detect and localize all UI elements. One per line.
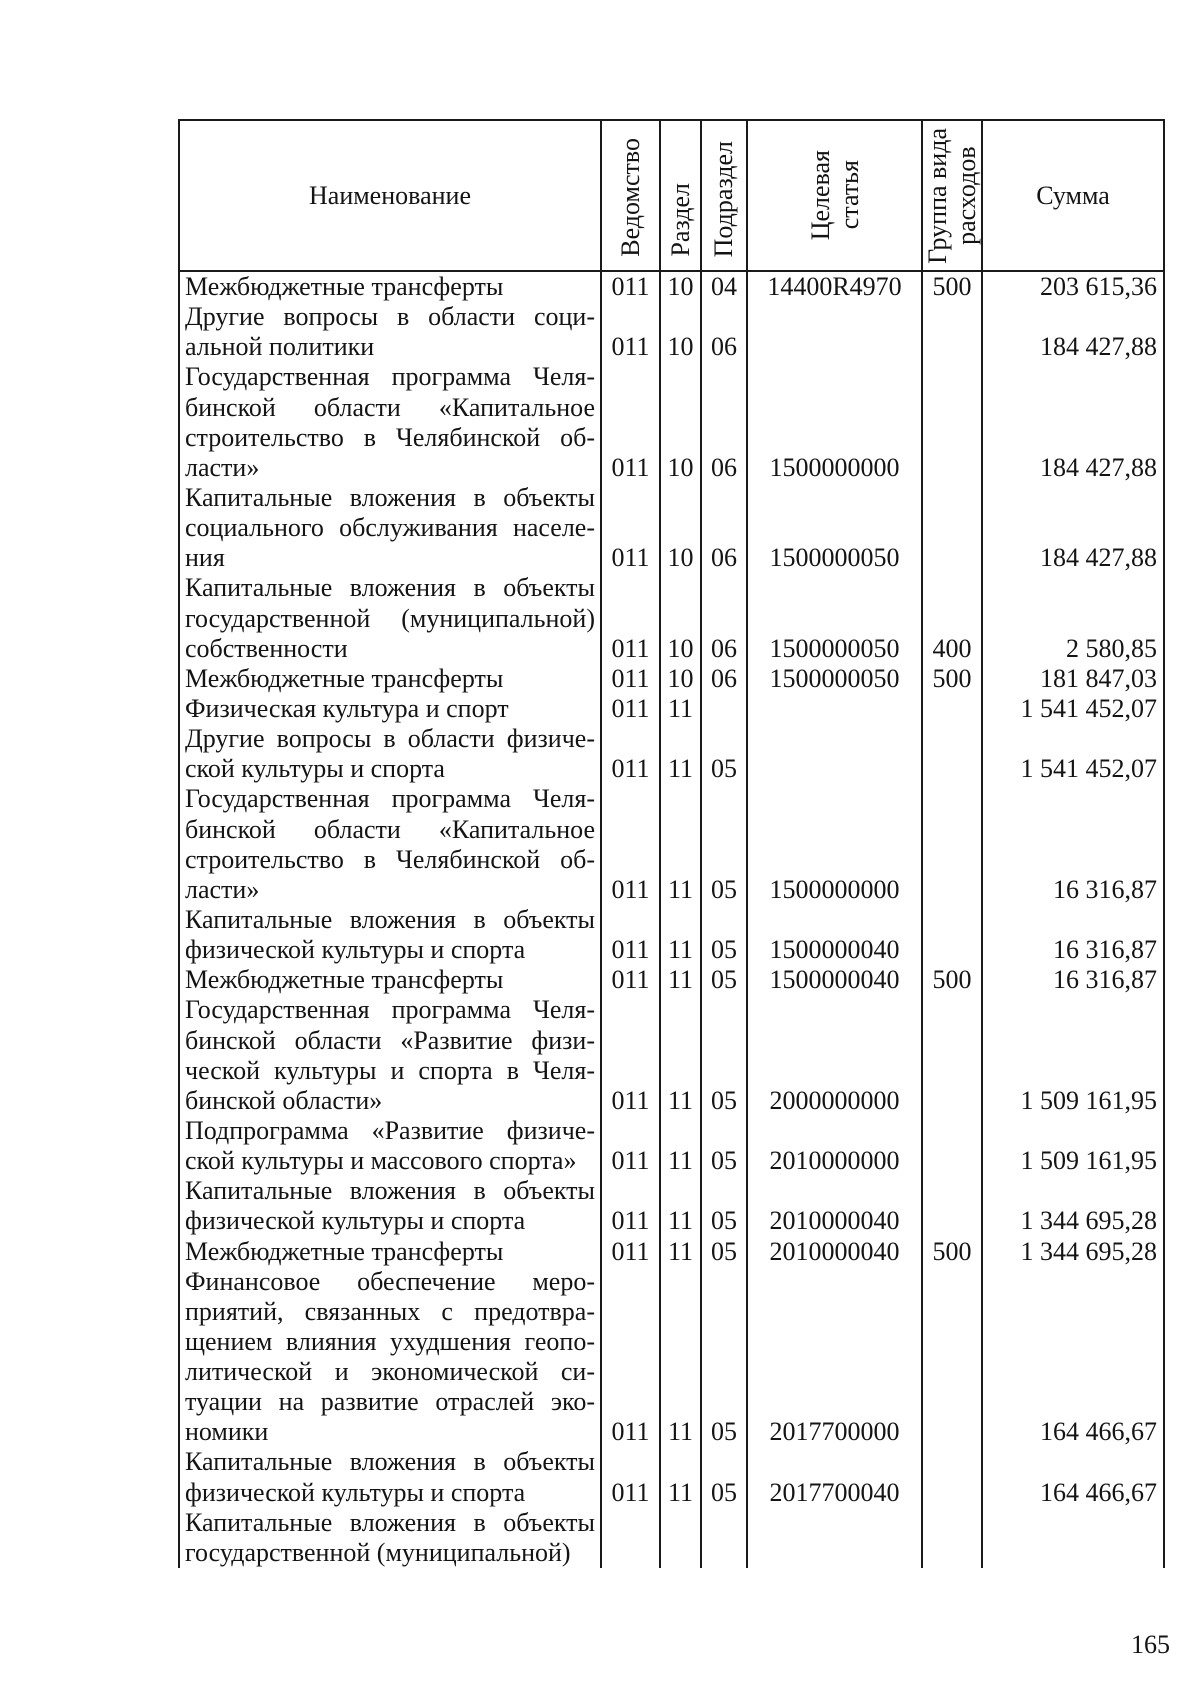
table-body [178,272,1165,1568]
cell-expense-group-value: 500 [932,965,972,995]
name-line: номики [185,1417,269,1447]
table-row [178,362,1165,483]
table-row [178,995,1165,1116]
cell-expense-group [921,362,981,483]
cell-subsection [700,965,746,995]
cell-name [178,362,600,483]
cell-section-value: 11 [667,693,694,723]
cell-department [600,573,659,663]
cell-section [659,302,700,362]
cell-amount [981,573,1165,663]
name-line: государственной (муниципальной) [185,1537,571,1567]
cell-expense-group [921,1237,981,1267]
cell-amount-value: 184 427,88 [1040,543,1157,573]
cell-target-item [746,272,921,302]
cell-target-item-value: 2010000040 [769,1206,900,1236]
cell-target-item-value: 1500000050 [769,633,900,663]
name-line: Межбюджетные трансферты [185,1236,504,1266]
cell-expense-group-value: 400 [932,633,972,663]
cell-name [178,694,600,724]
cell-department-value: 011 [611,874,650,904]
header-section-label: Раздел [665,183,695,257]
cell-amount [981,1237,1165,1267]
cell-target-item-value: 1500000050 [769,663,900,693]
cell-subsection [700,784,746,905]
cell-amount-value: 164 466,67 [1040,1417,1157,1447]
cell-amount-value: 1 344 695,28 [1020,1236,1157,1266]
name-line: бинской области «Капитальное [185,814,595,844]
cell-target-item [746,905,921,965]
cell-department-value: 011 [611,452,650,482]
cell-department-value: 011 [611,1477,650,1507]
name-line: Межбюджетные трансферты [185,272,504,301]
cell-section-value: 10 [667,633,694,663]
cell-subsection [700,1508,746,1568]
cell-subsection [700,272,746,302]
cell-subsection-value: 05 [711,1417,737,1447]
cell-target-item [746,1176,921,1236]
cell-expense-group [921,784,981,905]
table-row [178,1267,1165,1448]
cell-subsection [700,302,746,362]
cell-subsection-value: 05 [711,1146,737,1176]
cell-target-item [746,724,921,784]
page-number: 165 [1131,1630,1170,1659]
cell-section-value: 10 [667,272,694,301]
cell-expense-group [921,664,981,694]
cell-section [659,965,700,995]
name-line: Другие вопросы в области соци- [185,302,595,332]
cell-amount [981,995,1165,1116]
cell-department-value: 011 [611,693,650,723]
header-cell-amount [981,121,1165,270]
cell-department [600,784,659,905]
cell-subsection-value: 06 [711,663,737,693]
cell-subsection-value: 04 [711,272,737,301]
cell-section [659,664,700,694]
name-line: ласти» [185,874,260,904]
cell-department [600,965,659,995]
cell-section [659,1267,700,1448]
cell-subsection [700,1237,746,1267]
cell-target-item-value: 1500000040 [769,965,900,995]
cell-department-value: 011 [611,332,650,362]
cell-subsection-value: 05 [711,1477,737,1507]
cell-department [600,694,659,724]
cell-department [600,1176,659,1236]
cell-department-value: 011 [611,1236,650,1266]
cell-section-value: 10 [667,452,694,482]
name-line: альной политики [185,332,375,362]
name-line: Межбюджетные трансферты [185,965,504,995]
cell-amount-value: 1 509 161,95 [1020,1146,1157,1176]
cell-amount [981,302,1165,362]
cell-section-value: 10 [667,543,694,573]
cell-target-item [746,694,921,724]
name-line: ской культуры и спорта [185,754,445,784]
name-line: ческой культуры и спорта в Челя- [185,1055,595,1085]
cell-amount [981,1508,1165,1568]
cell-subsection [700,1447,746,1507]
table-row [178,1116,1165,1176]
cell-target-item-value: 14400R4970 [767,272,902,301]
header-target-item-line: Целевая [805,150,835,241]
cell-amount [981,694,1165,724]
cell-target-item-value: 2017700000 [769,1417,900,1447]
cell-name [178,483,600,573]
cell-section [659,1447,700,1507]
name-line: Капитальные вложения в объекты [185,1447,595,1477]
name-line: собственности [185,633,348,663]
header-cell-section [659,121,700,270]
name-line: ния [185,543,225,573]
cell-expense-group [921,724,981,784]
cell-name [178,995,600,1116]
cell-amount [981,664,1165,694]
cell-section [659,784,700,905]
name-line: Капитальные вложения в объекты [185,1176,595,1206]
cell-subsection-value: 05 [711,965,737,995]
cell-target-item [746,995,921,1116]
table-row [178,483,1165,573]
cell-subsection-value: 05 [711,1206,737,1236]
cell-name [178,784,600,905]
cell-name [178,1508,600,1568]
cell-amount-value: 1 541 452,07 [1020,754,1157,784]
cell-target-item-value: 2000000000 [769,1085,900,1115]
cell-name [178,1176,600,1236]
cell-department [600,1116,659,1176]
table-row [178,1508,1165,1568]
name-line: строительство в Челябинской об- [185,422,595,452]
name-line: Финансовое обеспечение меро- [185,1266,595,1296]
cell-department [600,302,659,362]
cell-subsection [700,362,746,483]
name-line: физической культуры и спорта [185,1477,526,1507]
cell-amount-value: 184 427,88 [1040,332,1157,362]
cell-subsection-value: 06 [711,633,737,663]
cell-amount-value: 181 847,03 [1040,663,1157,693]
cell-target-item [746,1267,921,1448]
name-line: туации на развитие отраслей эко- [185,1387,595,1417]
cell-subsection-value: 05 [711,754,737,784]
cell-amount [981,272,1165,302]
cell-name [178,573,600,663]
name-line: ской культуры и массового спорта» [185,1146,577,1176]
name-line: бинской области» [185,1085,383,1115]
cell-amount-value: 1 541 452,07 [1020,693,1157,723]
cell-department-value: 011 [611,1085,650,1115]
name-line: Государственная программа Челя- [185,784,595,814]
cell-amount [981,483,1165,573]
cell-department-value: 011 [611,663,650,693]
cell-subsection [700,1267,746,1448]
cell-target-item-value: 2017700040 [769,1477,900,1507]
table-row [178,905,1165,965]
cell-section-value: 11 [667,1236,694,1266]
cell-department [600,995,659,1116]
cell-amount [981,362,1165,483]
name-line: Государственная программа Челя- [185,362,595,392]
cell-name [178,724,600,784]
cell-subsection-value: 05 [711,935,737,965]
cell-expense-group [921,905,981,965]
table-row [178,784,1165,905]
cell-amount-value: 16 316,87 [1053,965,1157,995]
cell-amount [981,724,1165,784]
cell-expense-group [921,1447,981,1507]
cell-department [600,1267,659,1448]
table-row [178,694,1165,724]
cell-target-item-value: 1500000040 [769,935,900,965]
name-line: Капитальные вложения в объекты [185,1507,595,1537]
header-target-item-label [806,150,864,240]
cell-target-item-value: 2010000000 [769,1146,900,1176]
cell-department-value: 011 [611,1206,650,1236]
cell-amount [981,1447,1165,1507]
cell-section-value: 11 [667,935,694,965]
cell-section-value: 11 [667,1477,694,1507]
cell-department [600,1237,659,1267]
cell-amount [981,1116,1165,1176]
table-row [178,1237,1165,1267]
cell-department-value: 011 [611,272,650,301]
cell-section [659,1176,700,1236]
cell-section-value: 10 [667,663,694,693]
cell-target-item-value: 1500000000 [769,874,900,904]
header-cell-department [600,121,659,270]
cell-amount-value: 203 615,36 [1040,272,1157,301]
cell-target-item [746,302,921,362]
name-line: Капитальные вложения в объекты [185,904,595,934]
cell-department-value: 011 [611,1146,650,1176]
cell-subsection [700,1116,746,1176]
cell-section [659,573,700,663]
cell-expense-group [921,694,981,724]
name-line: бинской области «Капитальное [185,392,595,422]
cell-subsection [700,573,746,663]
cell-department-value: 011 [611,633,650,663]
table-row [178,272,1165,302]
cell-section [659,694,700,724]
table-row [178,664,1165,694]
name-line: физической культуры и спорта [185,1206,526,1236]
cell-amount [981,784,1165,905]
cell-amount [981,1267,1165,1448]
cell-name [178,965,600,995]
cell-subsection [700,905,746,965]
header-cell-name [178,121,600,270]
cell-expense-group [921,302,981,362]
cell-subsection [700,664,746,694]
cell-department-value: 011 [611,1417,650,1447]
header-target-item-line: статья [834,160,864,231]
table-header [178,119,1165,272]
cell-expense-group-value: 500 [932,1236,972,1266]
table-row [178,724,1165,784]
cell-expense-group-value: 500 [932,663,972,693]
cell-target-item [746,483,921,573]
cell-section [659,724,700,784]
cell-department-value: 011 [611,543,650,573]
cell-department-value: 011 [611,754,650,784]
cell-section [659,1116,700,1176]
budget-table [178,119,1165,1568]
cell-expense-group [921,483,981,573]
header-department-label: Ведомство [615,138,645,257]
cell-subsection [700,1176,746,1236]
name-line: Физическая культура и спорт [185,693,509,723]
cell-amount-value: 1 509 161,95 [1020,1085,1157,1115]
cell-target-item [746,362,921,483]
cell-section-value: 11 [667,874,694,904]
header-expense-group-line: расходов [952,146,981,245]
cell-section [659,272,700,302]
cell-department [600,724,659,784]
cell-amount-value: 1 344 695,28 [1020,1206,1157,1236]
cell-amount [981,905,1165,965]
cell-amount-value: 2 580,85 [1066,633,1157,663]
name-line: Межбюджетные трансферты [185,663,504,693]
cell-expense-group [921,573,981,663]
cell-section [659,1508,700,1568]
cell-name [178,664,600,694]
cell-expense-group [921,1267,981,1448]
header-expense-group-label [923,128,981,264]
name-line: Капитальные вложения в объекты [185,482,595,512]
name-line: Подпрограмма «Развитие физиче- [185,1115,595,1145]
cell-section-value: 11 [667,1085,694,1115]
cell-subsection-value: 06 [711,543,737,573]
cell-department-value: 011 [611,935,650,965]
table-row [178,1447,1165,1507]
cell-expense-group [921,272,981,302]
cell-department [600,362,659,483]
header-cell-subsection [700,121,746,270]
cell-target-item-value: 2010000040 [769,1236,900,1266]
cell-target-item [746,573,921,663]
cell-section-value: 11 [667,965,694,995]
header-name-label: Наименование [309,180,471,210]
name-line: ласти» [185,452,260,482]
name-line: Другие вопросы в области физиче- [185,724,595,754]
cell-expense-group [921,1116,981,1176]
name-line: социального обслуживания населе- [185,513,595,543]
cell-department [600,483,659,573]
cell-subsection-value: 06 [711,452,737,482]
cell-name [178,302,600,362]
cell-amount [981,965,1165,995]
cell-amount-value: 16 316,87 [1053,874,1157,904]
name-line: физической культуры и спорта [185,935,526,965]
cell-department [600,1508,659,1568]
table-row [178,1176,1165,1236]
cell-name [178,1237,600,1267]
header-cell-expense-group [921,121,981,270]
cell-target-item [746,1508,921,1568]
cell-department [600,272,659,302]
cell-department-value: 011 [611,965,650,995]
cell-expense-group [921,995,981,1116]
cell-subsection-value: 05 [711,1085,737,1115]
name-line: государственной (муниципальной) [185,603,595,633]
cell-expense-group [921,965,981,995]
cell-section [659,1237,700,1267]
cell-target-item [746,784,921,905]
header-amount-label: Сумма [1036,180,1110,210]
cell-target-item [746,664,921,694]
cell-target-item [746,1447,921,1507]
cell-subsection [700,724,746,784]
cell-amount-value: 16 316,87 [1053,935,1157,965]
cell-department [600,1447,659,1507]
cell-name [178,1447,600,1507]
cell-section-value: 11 [667,1206,694,1236]
cell-name [178,1116,600,1176]
cell-section-value: 11 [667,1146,694,1176]
cell-subsection-value: 06 [711,332,737,362]
cell-target-item-value: 1500000050 [769,543,900,573]
name-line: литической и экономической си- [185,1357,595,1387]
name-line: Государственная программа Челя- [185,995,595,1025]
cell-name [178,905,600,965]
cell-department [600,905,659,965]
cell-amount-value: 184 427,88 [1040,452,1157,482]
cell-expense-group-value: 500 [932,272,972,301]
name-line: строительство в Челябинской об- [185,844,595,874]
cell-section [659,905,700,965]
cell-target-item [746,965,921,995]
cell-subsection [700,995,746,1116]
cell-amount-value: 164 466,67 [1040,1477,1157,1507]
cell-section-value: 11 [667,754,694,784]
table-row [178,302,1165,362]
header-expense-group-line: Группа вида [923,127,952,264]
cell-target-item [746,1237,921,1267]
name-line: щением влияния ухудшения геопо- [185,1326,595,1356]
name-line: бинской области «Развитие физи- [185,1025,595,1055]
table-row [178,965,1165,995]
cell-expense-group [921,1508,981,1568]
cell-section [659,483,700,573]
cell-target-item-value: 1500000000 [769,452,900,482]
cell-subsection [700,483,746,573]
cell-department [600,664,659,694]
cell-section-value: 11 [667,1417,694,1447]
cell-section-value: 10 [667,332,694,362]
cell-subsection-value: 05 [711,874,737,904]
name-line: Капитальные вложения в объекты [185,573,595,603]
cell-section [659,995,700,1116]
cell-name [178,272,600,302]
cell-section [659,362,700,483]
cell-subsection [700,694,746,724]
cell-subsection-value: 05 [711,1236,737,1266]
cell-target-item [746,1116,921,1176]
cell-name [178,1267,600,1448]
cell-expense-group [921,1176,981,1236]
name-line: приятий, связанных с предотвра- [185,1296,595,1326]
header-subsection-label: Подраздел [709,140,738,257]
table-row [178,573,1165,663]
cell-amount [981,1176,1165,1236]
header-cell-target-item [746,121,921,270]
